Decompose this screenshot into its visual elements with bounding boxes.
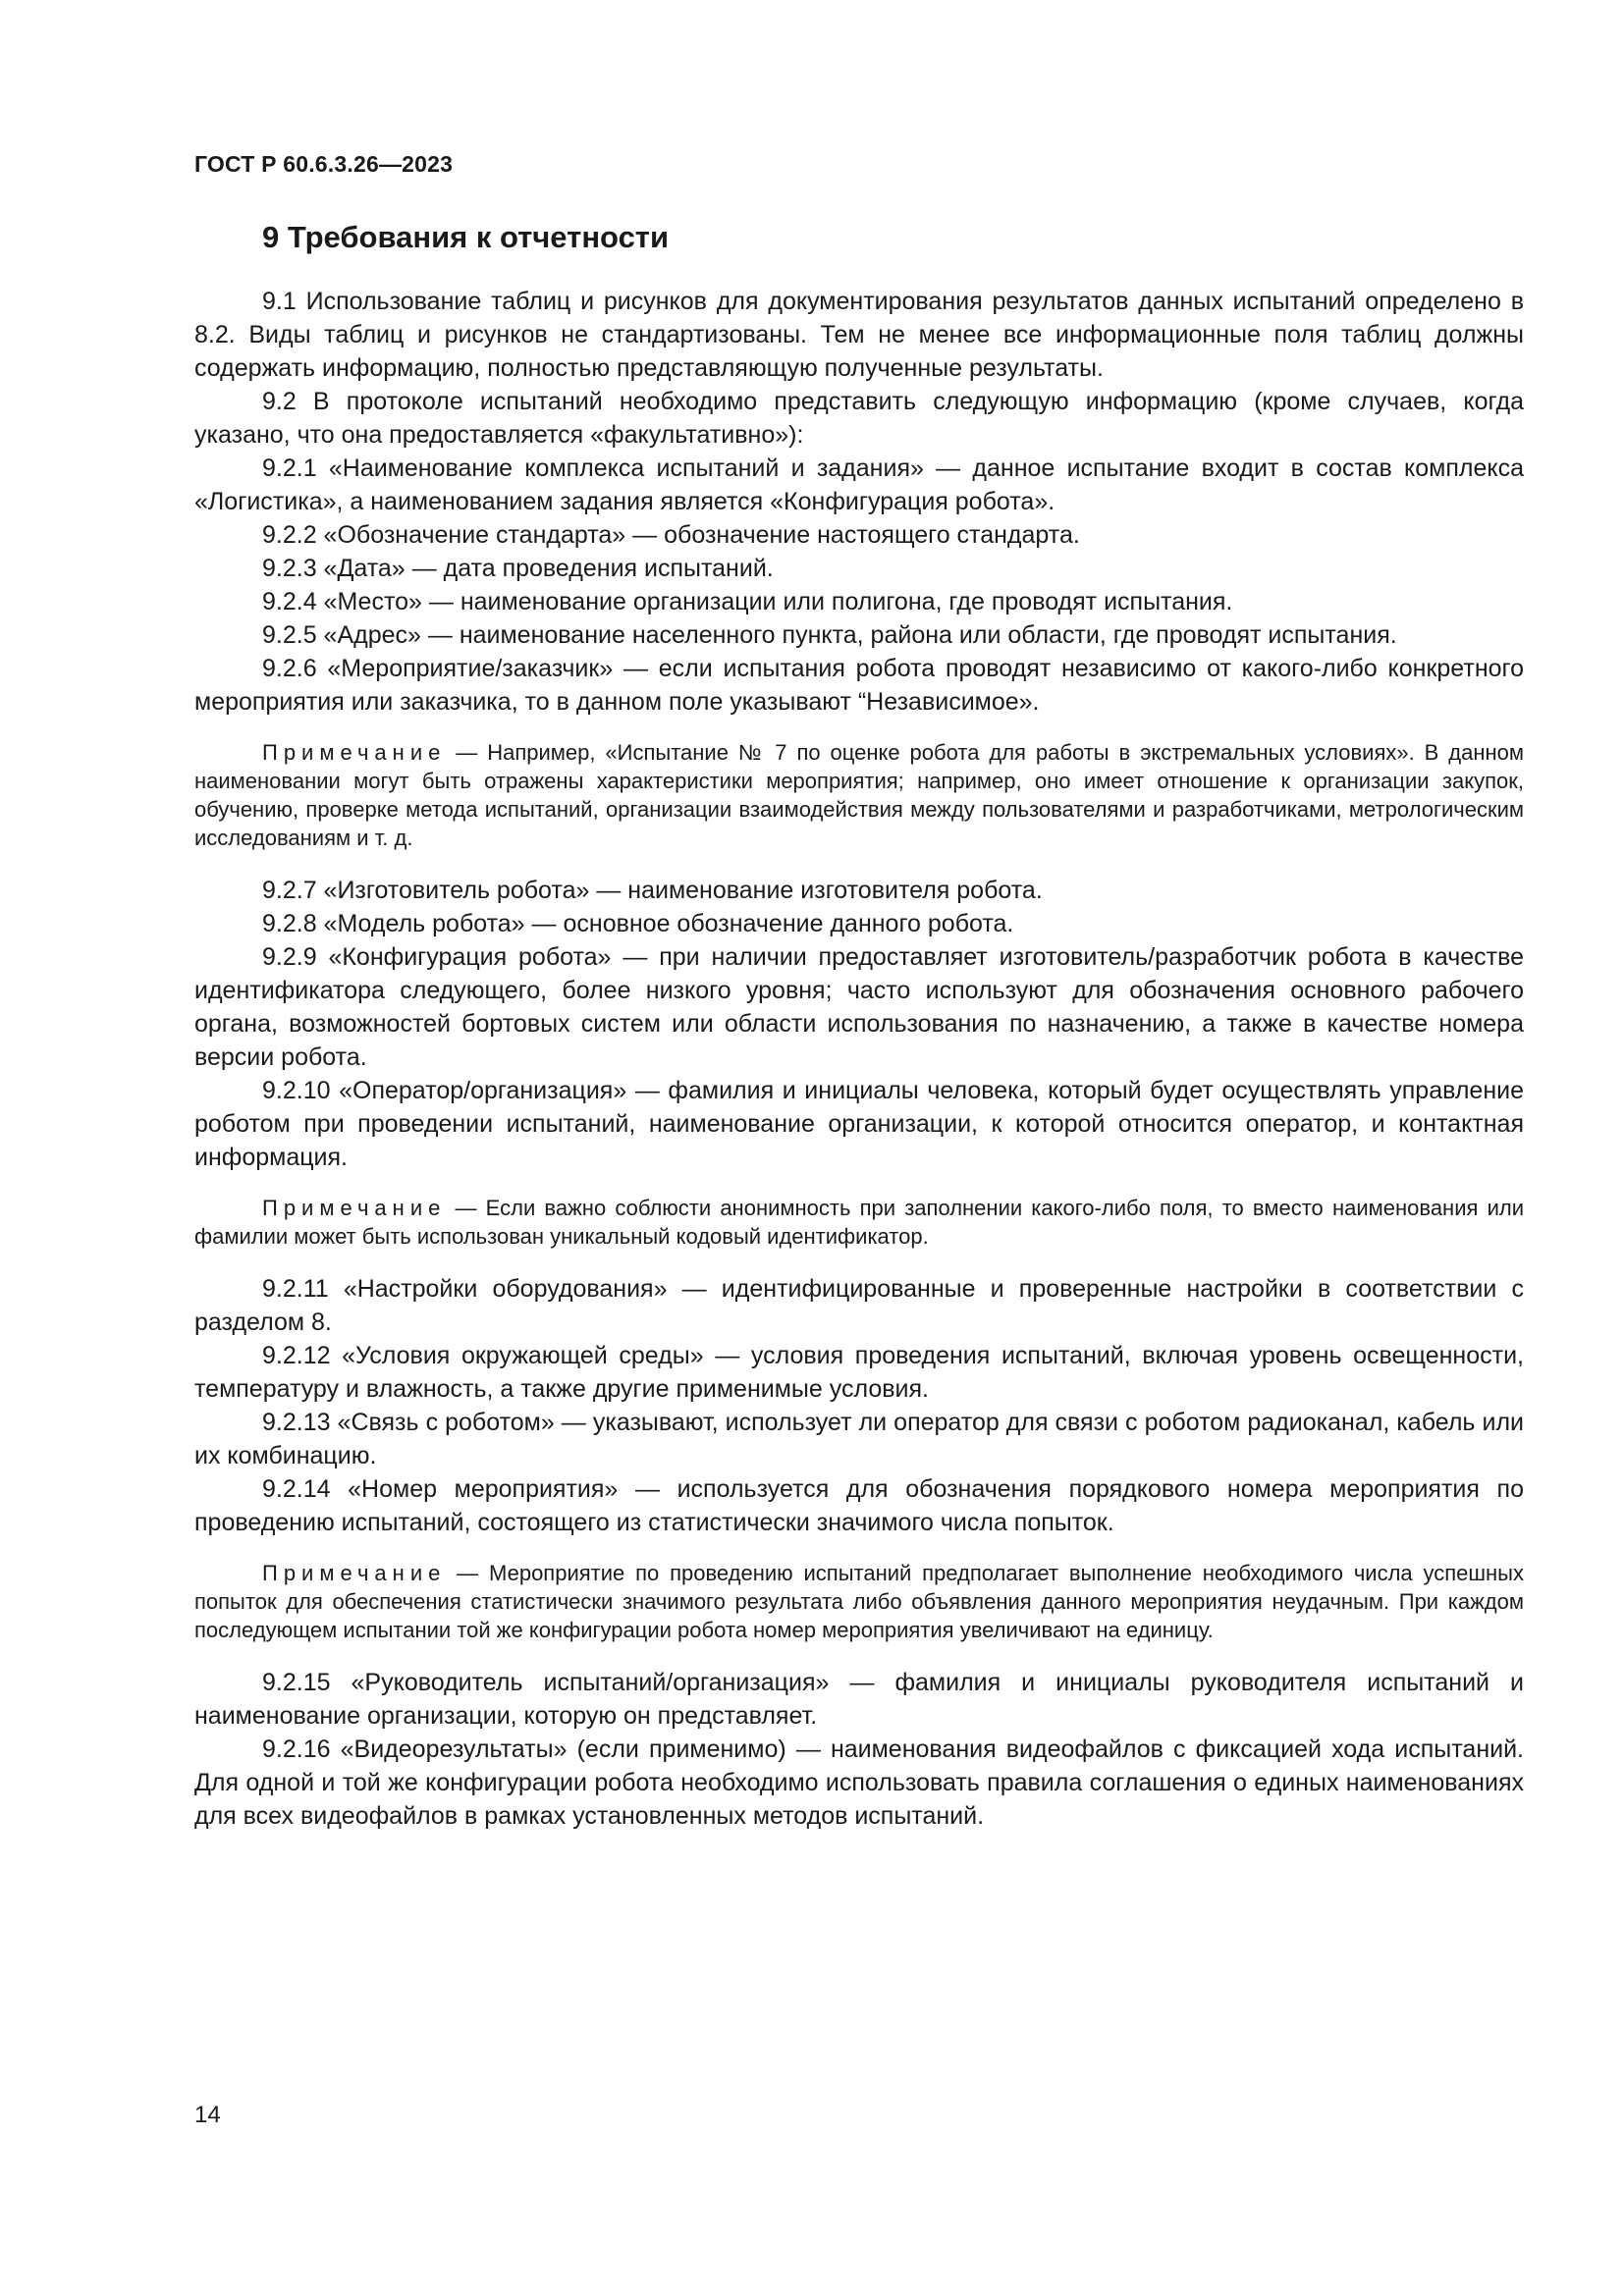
note-label: Примечание	[262, 1561, 447, 1585]
paragraph-9-2-3: 9.2.3 «Дата» — дата проведения испытаний.	[262, 555, 774, 582]
paragraph-9-2-13: 9.2.13 «Связь с роботом» — указывают, использует ли оператор для связи с роботом радиоканал, кабель или их комбинацию.	[194, 1409, 1524, 1469]
note-label: Примечание	[262, 740, 447, 765]
note-text: — Например, «Испытание № 7 по оценке робота для работы в экстремальных условиях». В данном наименовании могут быть отражены характеристики мероприятия; например, оно имеет отношение к организации закупок, обучению, проверке метода испытаний, организации взаимодействия между пользователями и разработчиками, метрологическим исследованиям и т. д.	[194, 740, 1524, 850]
note-2	[194, 1194, 1524, 1251]
note-text: — Мероприятие по проведению испытаний предполагает выполнение необходимого числа успешных попыток для обеспечения статистически значимого результата либо объявления данного мероприятия неудачным. При каждом последующем испытании той же конфигурации робота номер мероприятия увеличивают на единицу.	[194, 1561, 1524, 1642]
paragraph-9-2-1: 9.2.1 «Наименование комплекса испытаний и задания» — данное испытание входит в состав комплекса «Логистика», а наименованием задания является «Конфигурация робота».	[194, 454, 1524, 515]
note-3	[194, 1559, 1524, 1644]
note-text: — Если важно соблюсти анонимность при заполнении какого-либо поля, то вместо наименования или фамилии может быть использован уникальный кодовый идентификатор.	[194, 1196, 1524, 1249]
paragraph-9-1: 9.1 Использование таблиц и рисунков для документирования результатов данных испытаний определено в 8.2. Виды таблиц и рисунков не стандартизованы. Тем не менее все информационные поля таблиц должны содержать информацию, полностью представляющую полученные результаты.	[194, 288, 1524, 382]
paragraph-9-2-6: 9.2.6 «Мероприятие/заказчик» — если испытания робота проводят независимо от какого-либо конкретного мероприятия или заказчика, то в данном поле указывают “Независимое».	[194, 655, 1524, 716]
paragraph-9-2-15: 9.2.15 «Руководитель испытаний/организация» — фамилия и инициалы руководителя испытаний и наименование организации, которую он представляет.	[194, 1669, 1524, 1730]
document-header: ГОСТ Р 60.6.3.26—2023	[194, 151, 454, 177]
paragraph-9-2-7: 9.2.7 «Изготовитель робота» — наименование изготовителя робота.	[262, 877, 1043, 904]
paragraph-9-2-10: 9.2.10 «Оператор/организация» — фамилия и инициалы человека, который будет осуществлять управление роботом при проведении испытаний, наименование организации, к которой относится оператор, и контактная информация.	[194, 1077, 1524, 1171]
page-number: 14	[194, 2102, 221, 2128]
note-label: Примечание	[262, 1196, 447, 1220]
paragraph-9-2-4: 9.2.4 «Место» — наименование организации или полигона, где проводят испытания.	[262, 588, 1233, 615]
paragraph-9-2-12: 9.2.12 «Условия окружающей среды» — условия проведения испытаний, включая уровень освещенности, температуру и влажность, а также другие применимые условия.	[194, 1342, 1524, 1403]
paragraph-9-2-16: 9.2.16 «Видеорезультаты» (если применимо) — наименования видеофайлов с фиксацией хода испытаний. Для одной и той же конфигурации робота необходимо использовать правила соглашения о единых наименованиях для всех видеофайлов в рамках установленных методов испытаний.	[194, 1735, 1524, 1830]
paragraph-9-2-8: 9.2.8 «Модель робота» — основное обозначение данного робота.	[262, 910, 1014, 937]
paragraph-9-2-14: 9.2.14 «Номер мероприятия» — используется для обозначения порядкового номера мероприятия по проведению испытаний, состоящего из статистически значимого числа попыток.	[194, 1475, 1524, 1536]
document-body	[194, 218, 1524, 1833]
paragraph-9-2-2: 9.2.2 «Обозначение стандарта» — обозначение настоящего стандарта.	[262, 521, 1080, 549]
paragraph-9-2: 9.2 В протоколе испытаний необходимо представить следующую информацию (кроме случаев, когда указано, что она предоставляется «факультативно»):	[194, 388, 1524, 449]
paragraph-9-2-5: 9.2.5 «Адрес» — наименование населенного пункта, района или области, где проводят испытания.	[262, 621, 1397, 649]
paragraph-9-2-9: 9.2.9 «Конфигурация робота» — при наличии предоставляет изготовитель/разработчик робота в качестве идентификатора следующего, более низкого уровня; часто используют для обозначения основного рабочего органа, возможностей бортовых систем или области использования по назначению, а также в качестве номера версии робота.	[194, 943, 1524, 1071]
note-1	[194, 738, 1524, 852]
paragraph-9-2-11: 9.2.11 «Настройки оборудования» — идентифицированные и проверенные настройки в соответствии с разделом 8.	[194, 1275, 1524, 1336]
section-title: 9 Требования к отчетности	[262, 220, 670, 254]
